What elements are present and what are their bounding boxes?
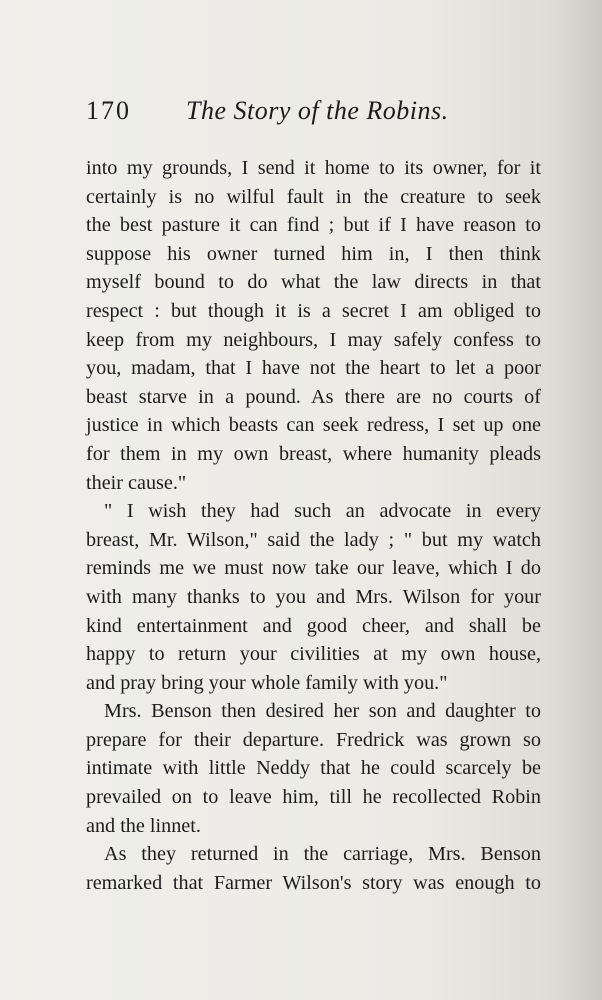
paragraph (86, 154, 541, 497)
text-line: their cause." (86, 471, 187, 494)
text-line: with many thanks to you and Mrs. Wilson for your (86, 585, 541, 608)
text-line: Mrs. Benson then desired her son and daughter to (104, 700, 541, 723)
text-line: beast starve in a pound. As there are no courts of (86, 385, 541, 408)
text-line: kind entertainment and good cheer, and shall be (86, 614, 541, 637)
text-line: into my grounds, I send it home to its owner, for it (86, 157, 541, 179)
text-line: and pray bring your whole family with you." (86, 671, 448, 694)
text-line: As they returned in the carriage, Mrs. Benson (104, 843, 541, 866)
text-line: reminds me we must now take our leave, which I do (86, 557, 541, 580)
running-title: The Story of the Robins. (186, 96, 449, 125)
text-line: certainly is no wilful fault in the creature to seek (86, 185, 541, 208)
text-line: myself bound to do what the law directs in that (86, 271, 541, 294)
paragraph (86, 697, 541, 840)
text-line: for them in my own breast, where humanity pleads (86, 442, 541, 465)
text-line: you, madam, that I have not the heart to let a poor (86, 357, 541, 380)
text-line: " I wish they had such an advocate in every (104, 500, 541, 523)
text-line: prevailed on to leave him, till he recollected Robin (86, 786, 541, 809)
page-number: 170 (86, 96, 131, 125)
text-line: happy to return your civilities at my own house, (86, 643, 541, 666)
text-line: remarked that Farmer Wilson's story was enough to (86, 871, 541, 894)
paragraph (86, 497, 541, 697)
text-line: intimate with little Neddy that he could scarcely be (86, 757, 541, 780)
text-line: breast, Mr. Wilson," said the lady ; " but my watch (86, 528, 541, 551)
paragraph (86, 840, 541, 897)
text-line: keep from my neighbours, I may safely confess to (86, 328, 541, 351)
body-text (86, 154, 541, 897)
text-line: the best pasture it can find ; but if I have reason to (86, 214, 541, 237)
text-line: suppose his owner turned him in, I then think (86, 242, 541, 265)
text-line: justice in which beasts can seek redress, I set up one (86, 414, 541, 437)
text-line: respect : but though it is a secret I am obliged to (86, 299, 541, 322)
text-line: and the linnet. (86, 814, 201, 837)
text-line: prepare for their departure. Fredrick was grown so (86, 728, 541, 751)
page-header (86, 96, 546, 136)
